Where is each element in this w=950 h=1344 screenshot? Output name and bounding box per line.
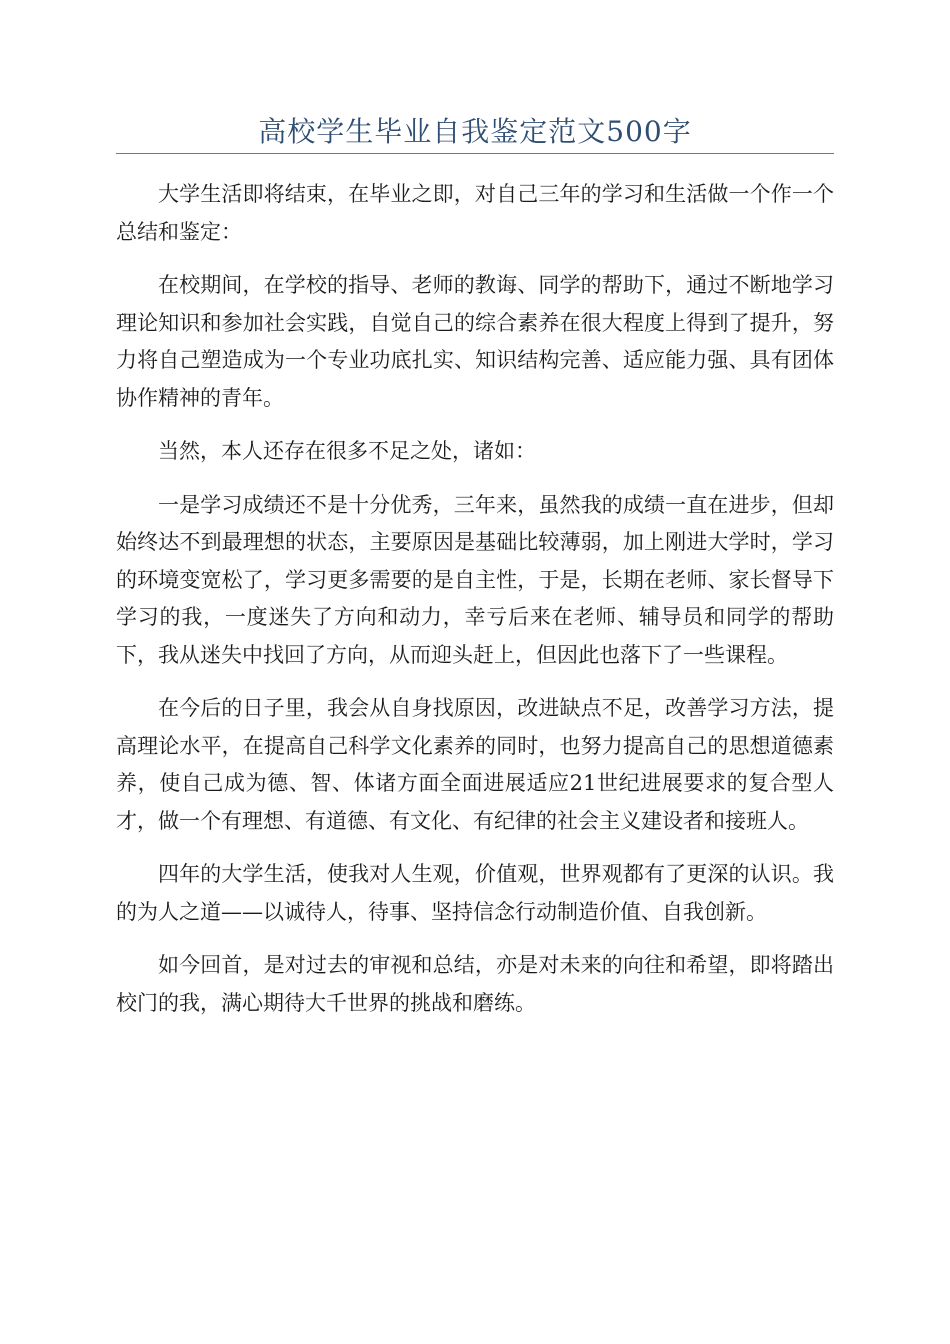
paragraph-intro: 大学生活即将结束，在毕业之即，对自己三年的学习和生活做一个作一个总结和鉴定： bbox=[116, 182, 834, 244]
paragraph-school-period: 在校期间，在学校的指导、老师的教诲、同学的帮助下，通过不断地学习理论知识和参加社会实践，自觉自己的综合素养在很大程度上得到了提升，努力将自己塑造成为一个专业功底扎实、知识结构完善、适应能力强、具有团体协作精神的青年。 bbox=[116, 273, 834, 410]
paragraph-university-life: 四年的大学生活，使我对人生观，价值观，世界观都有了更深的认识。我的为人之道——以诚待人，待事、坚持信念行动制造价值、自我创新。 bbox=[116, 862, 834, 924]
title-underline bbox=[116, 153, 834, 154]
paragraph-academic: 一是学习成绩还不是十分优秀，三年来，虽然我的成绩一直在进步，但却始终达不到最理想的状态，主要原因是基础比较薄弱，加上刚进大学时，学习的环境变宽松了，学习更多需要的是自主性，于是，长期在老师、家长督导下学习的我，一度迷失了方向和动力，幸亏后来在老师、辅导员和同学的帮助下，我从迷失中找回了方向，从而迎头赶上，但因此也落下了一些课程。 bbox=[116, 492, 834, 667]
paragraph-shortcomings: 当然，本人还存在很多不足之处，诸如： bbox=[158, 439, 536, 463]
document-title: 高校学生毕业自我鉴定范文500字 bbox=[258, 115, 692, 148]
paragraph-conclusion: 如今回首，是对过去的审视和总结，亦是对未来的向往和希望，即将踏出校门的我，满心期待大千世界的挑战和磨练。 bbox=[116, 953, 834, 1015]
paragraph-future: 在今后的日子里，我会从自身找原因，改进缺点不足，改善学习方法，提高理论水平，在提高自己科学文化素养的同时，也努力提高自己的思想道德素养，使自己成为德、智、体诸方面全面进展适应21世纪进展要求的复合型人才，做一个有理想、有道德、有文化、有纪律的社会主义建设者和接班人。 bbox=[116, 696, 834, 833]
document-body bbox=[116, 176, 834, 1038]
